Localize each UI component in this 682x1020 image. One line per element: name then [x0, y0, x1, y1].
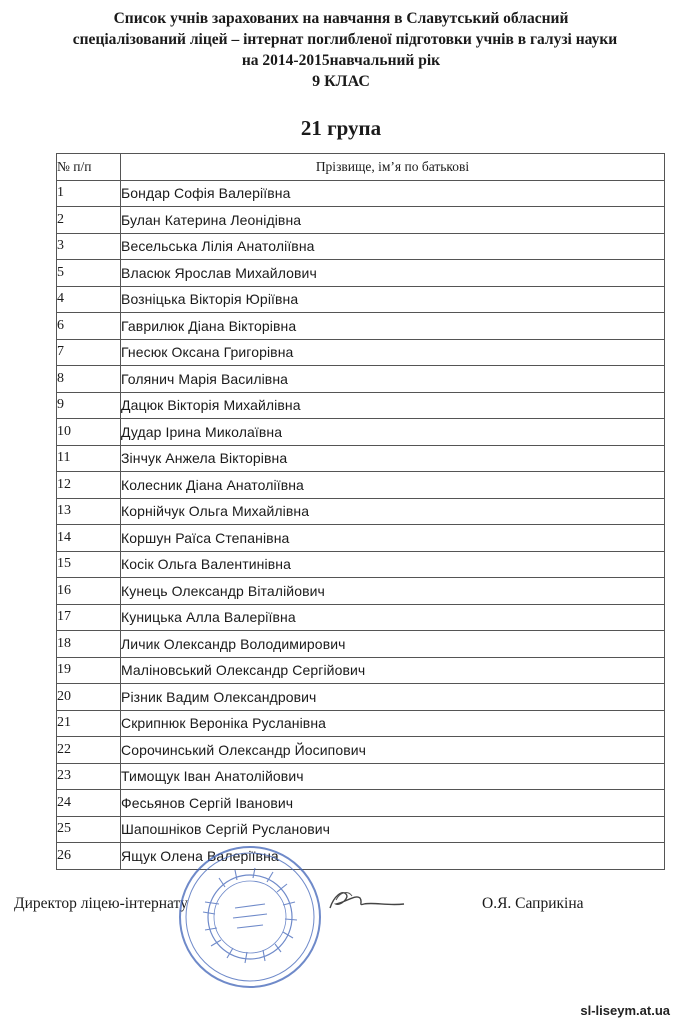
group-title: 21 група: [300, 116, 382, 140]
student-name: Бондар Софія Валеріївна: [121, 180, 665, 207]
student-name: Власюк Ярослав Михайлович: [121, 260, 665, 287]
row-number: 15: [57, 551, 121, 578]
table-row: [57, 843, 665, 870]
row-number: 17: [57, 604, 121, 631]
student-name: Гнесюк Оксана Григорівна: [121, 339, 665, 366]
table-row: [57, 207, 665, 234]
table-header-row: [57, 154, 665, 181]
table-row: [57, 419, 665, 446]
table-row: [57, 684, 665, 711]
row-number: 22: [57, 737, 121, 764]
table-row: [57, 737, 665, 764]
table-row: [57, 710, 665, 737]
student-name: Косік Ольга Валентинівна: [121, 551, 665, 578]
student-name: Коршун Раїса Степанівна: [121, 525, 665, 552]
table-row: [57, 657, 665, 684]
student-name: Куницька Алла Валеріївна: [121, 604, 665, 631]
table-row: [57, 763, 665, 790]
student-name: Фесьянов Сергій Іванович: [121, 790, 665, 817]
table-row: [57, 313, 665, 340]
student-name: Зінчук Анжела Вікторівна: [121, 445, 665, 472]
student-name: Весельська Лілія Анатоліївна: [121, 233, 665, 260]
table-row: [57, 260, 665, 287]
student-table: [56, 153, 665, 870]
column-header-name: Прізвище, ім’я по батькові: [121, 154, 665, 181]
student-name: Ящук Олена Валеріївна: [121, 843, 665, 870]
table-row: [57, 392, 665, 419]
student-name: Булан Катерина Леонідівна: [121, 207, 665, 234]
class-title: 9 КЛАС: [312, 73, 370, 90]
table-row: [57, 339, 665, 366]
row-number: 20: [57, 684, 121, 711]
student-name: Колесник Діана Анатоліївна: [121, 472, 665, 499]
table-row: [57, 445, 665, 472]
table-row: [57, 790, 665, 817]
student-name: Голянич Марія Василівна: [121, 366, 665, 393]
student-name: Шапошніков Сергій Русланович: [121, 816, 665, 843]
director-label: Директор ліцею-інтернату: [14, 895, 188, 912]
table-body: [57, 180, 665, 869]
table-row: [57, 366, 665, 393]
row-number: 8: [57, 366, 121, 393]
director-name: О.Я. Саприкіна: [482, 895, 584, 912]
table-row: [57, 551, 665, 578]
student-name: Дудар Ірина Миколаївна: [121, 419, 665, 446]
table-row: [57, 286, 665, 313]
table-row: [57, 578, 665, 605]
student-name: Личик Олександр Володимирович: [121, 631, 665, 658]
row-number: 12: [57, 472, 121, 499]
student-name: Різник Вадим Олександрович: [121, 684, 665, 711]
table-row: [57, 180, 665, 207]
header-line-1: Список учнів зарахованих на навчання в Славутський обласний: [113, 10, 569, 27]
student-name: Гаврилюк Діана Вікторівна: [121, 313, 665, 340]
row-number: 9: [57, 392, 121, 419]
site-watermark[interactable]: sl-liseym.at.ua: [580, 1003, 670, 1018]
table-row: [57, 631, 665, 658]
header-line-3: на 2014-2015навчальний рік: [241, 52, 441, 69]
student-name: Тимощук Іван Анатолійович: [121, 763, 665, 790]
row-number: 21: [57, 710, 121, 737]
row-number: 5: [57, 260, 121, 287]
row-number: 26: [57, 843, 121, 870]
row-number: 11: [57, 445, 121, 472]
student-name: Дацюк Вікторія Михайлівна: [121, 392, 665, 419]
table-row: [57, 525, 665, 552]
row-number: 23: [57, 763, 121, 790]
row-number: 18: [57, 631, 121, 658]
table-row: [57, 816, 665, 843]
row-number: 13: [57, 498, 121, 525]
column-header-number: № п/п: [57, 154, 121, 181]
row-number: 25: [57, 816, 121, 843]
row-number: 16: [57, 578, 121, 605]
row-number: 6: [57, 313, 121, 340]
row-number: 4: [57, 286, 121, 313]
student-name: Корнійчук Ольга Михайлівна: [121, 498, 665, 525]
row-number: 10: [57, 419, 121, 446]
row-number: 14: [57, 525, 121, 552]
table-row: [57, 472, 665, 499]
official-seal-icon: [175, 842, 325, 992]
row-number: 2: [57, 207, 121, 234]
student-name: Маліновський Олександр Сергійович: [121, 657, 665, 684]
student-name: Кунець Олександр Віталійович: [121, 578, 665, 605]
row-number: 3: [57, 233, 121, 260]
row-number: 24: [57, 790, 121, 817]
row-number: 19: [57, 657, 121, 684]
student-name: Сорочинський Олександр Йосипович: [121, 737, 665, 764]
table-row: [57, 233, 665, 260]
row-number: 1: [57, 180, 121, 207]
student-name: Возніцька Вікторія Юріївна: [121, 286, 665, 313]
table-row: [57, 498, 665, 525]
row-number: 7: [57, 339, 121, 366]
table-row: [57, 604, 665, 631]
student-name: Скрипнюк Вероніка Русланівна: [121, 710, 665, 737]
header-line-2: спеціалізований ліцей – інтернат поглибленої підготовки учнів в галузі науки: [72, 31, 618, 48]
